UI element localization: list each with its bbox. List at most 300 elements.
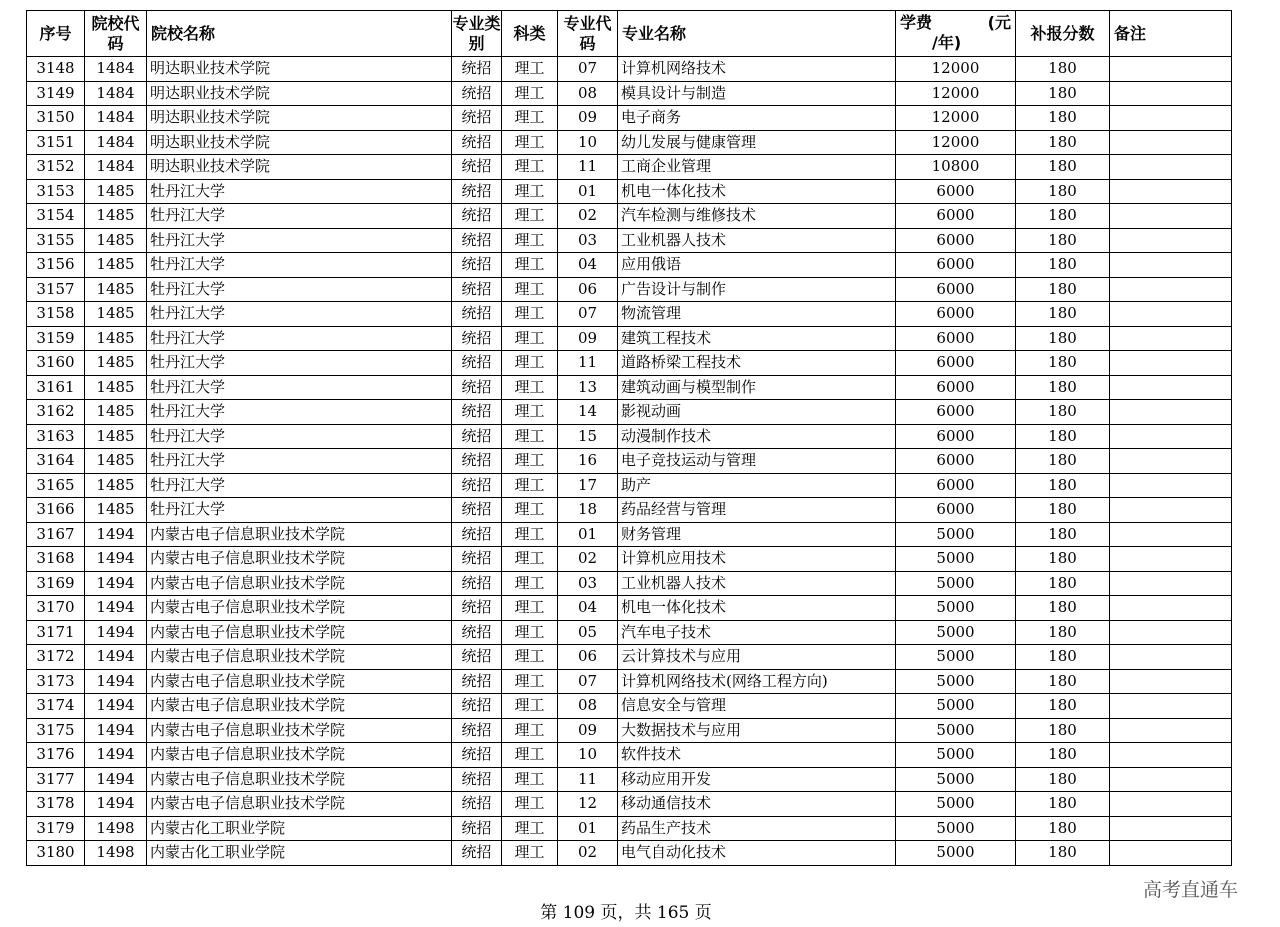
cell-tuition: 12000 [896,57,1016,82]
cell-major-type: 统招 [452,571,502,596]
cell-school-code: 1494 [85,522,147,547]
cell-major-name: 信息安全与管理 [618,694,896,719]
cell-major-code: 11 [558,767,618,792]
cell-score: 180 [1016,81,1110,106]
table-row [27,424,1232,449]
cell-notes [1110,743,1232,768]
cell-notes [1110,718,1232,743]
cell-score: 180 [1016,106,1110,131]
cell-score: 180 [1016,743,1110,768]
cell-notes [1110,326,1232,351]
cell-major-type: 统招 [452,473,502,498]
cell-major-name: 幼儿发展与健康管理 [618,130,896,155]
cell-major-type: 统招 [452,743,502,768]
cell-tuition: 6000 [896,375,1016,400]
cell-category: 理工 [502,351,558,376]
cell-school-name: 内蒙古化工职业学院 [147,841,452,866]
cell-category: 理工 [502,302,558,327]
cell-tuition: 12000 [896,130,1016,155]
cell-school-code: 1484 [85,57,147,82]
cell-major-code: 04 [558,253,618,278]
cell-score: 180 [1016,277,1110,302]
cell-school-code: 1484 [85,130,147,155]
cell-score: 180 [1016,547,1110,572]
cell-school-code: 1485 [85,228,147,253]
cell-school-name: 内蒙古电子信息职业技术学院 [147,645,452,670]
table-row [27,571,1232,596]
cell-major-type: 统招 [452,767,502,792]
cell-notes [1110,596,1232,621]
cell-school-name: 牡丹江大学 [147,449,452,474]
cell-major-name: 道路桥梁工程技术 [618,351,896,376]
cell-seq: 3161 [27,375,85,400]
cell-notes [1110,424,1232,449]
cell-seq: 3168 [27,547,85,572]
cell-major-code: 01 [558,179,618,204]
cell-major-code: 15 [558,424,618,449]
cell-score: 180 [1016,375,1110,400]
cell-category: 理工 [502,375,558,400]
cell-school-code: 1485 [85,277,147,302]
cell-notes [1110,204,1232,229]
cell-school-name: 牡丹江大学 [147,277,452,302]
cell-school-name: 内蒙古电子信息职业技术学院 [147,743,452,768]
cell-major-code: 10 [558,130,618,155]
header-major-type: 专业类别 [452,11,502,57]
cell-tuition: 5000 [896,694,1016,719]
cell-school-name: 内蒙古电子信息职业技术学院 [147,767,452,792]
cell-major-type: 统招 [452,400,502,425]
table-row [27,253,1232,278]
cell-notes [1110,571,1232,596]
cell-major-code: 08 [558,81,618,106]
table-row [27,792,1232,817]
cell-score: 180 [1016,522,1110,547]
cell-school-name: 内蒙古电子信息职业技术学院 [147,547,452,572]
cell-seq: 3166 [27,498,85,523]
cell-school-code: 1494 [85,571,147,596]
cell-major-code: 07 [558,57,618,82]
cell-category: 理工 [502,424,558,449]
cell-school-code: 1498 [85,841,147,866]
cell-major-name: 物流管理 [618,302,896,327]
cell-category: 理工 [502,498,558,523]
cell-notes [1110,669,1232,694]
cell-major-name: 工商企业管理 [618,155,896,180]
table-row [27,694,1232,719]
cell-seq: 3174 [27,694,85,719]
cell-major-name: 助产 [618,473,896,498]
cell-major-code: 01 [558,522,618,547]
cell-notes [1110,449,1232,474]
cell-school-code: 1485 [85,424,147,449]
cell-seq: 3167 [27,522,85,547]
table-row [27,498,1232,523]
cell-school-name: 内蒙古电子信息职业技术学院 [147,669,452,694]
cell-major-code: 11 [558,155,618,180]
cell-score: 180 [1016,400,1110,425]
cell-school-name: 牡丹江大学 [147,326,452,351]
cell-school-name: 明达职业技术学院 [147,130,452,155]
cell-school-code: 1494 [85,596,147,621]
cell-seq: 3155 [27,228,85,253]
cell-major-name: 动漫制作技术 [618,424,896,449]
cell-major-name: 大数据技术与应用 [618,718,896,743]
cell-seq: 3157 [27,277,85,302]
cell-major-code: 09 [558,718,618,743]
cell-school-name: 牡丹江大学 [147,424,452,449]
cell-tuition: 6000 [896,204,1016,229]
cell-notes [1110,522,1232,547]
header-tuition-unit: (元 [987,13,1011,32]
cell-category: 理工 [502,596,558,621]
cell-major-type: 统招 [452,57,502,82]
cell-major-type: 统招 [452,155,502,180]
cell-category: 理工 [502,841,558,866]
cell-major-type: 统招 [452,816,502,841]
cell-tuition: 5000 [896,767,1016,792]
table-row [27,473,1232,498]
cell-seq: 3175 [27,718,85,743]
cell-school-name: 内蒙古电子信息职业技术学院 [147,694,452,719]
cell-major-code: 01 [558,816,618,841]
cell-notes [1110,351,1232,376]
cell-category: 理工 [502,204,558,229]
header-score: 补报分数 [1016,11,1110,57]
cell-school-code: 1494 [85,645,147,670]
cell-school-code: 1494 [85,792,147,817]
cell-major-name: 药品经营与管理 [618,498,896,523]
cell-major-name: 云计算技术与应用 [618,645,896,670]
table-row [27,375,1232,400]
cell-major-type: 统招 [452,351,502,376]
cell-major-name: 影视动画 [618,400,896,425]
cell-notes [1110,81,1232,106]
cell-seq: 3180 [27,841,85,866]
cell-seq: 3152 [27,155,85,180]
cell-tuition: 6000 [896,473,1016,498]
cell-major-type: 统招 [452,669,502,694]
cell-school-name: 牡丹江大学 [147,228,452,253]
cell-school-code: 1485 [85,375,147,400]
cell-major-code: 13 [558,375,618,400]
cell-major-code: 08 [558,694,618,719]
cell-major-code: 10 [558,743,618,768]
cell-score: 180 [1016,326,1110,351]
cell-score: 180 [1016,792,1110,817]
cell-major-code: 03 [558,228,618,253]
table-row [27,669,1232,694]
table-row [27,302,1232,327]
cell-major-type: 统招 [452,106,502,131]
cell-school-name: 内蒙古电子信息职业技术学院 [147,522,452,547]
cell-score: 180 [1016,179,1110,204]
cell-school-code: 1484 [85,155,147,180]
cell-major-name: 广告设计与制作 [618,277,896,302]
cell-notes [1110,645,1232,670]
cell-major-name: 机电一体化技术 [618,596,896,621]
cell-seq: 3178 [27,792,85,817]
cell-category: 理工 [502,81,558,106]
cell-school-name: 内蒙古电子信息职业技术学院 [147,792,452,817]
cell-category: 理工 [502,106,558,131]
cell-seq: 3160 [27,351,85,376]
cell-seq: 3169 [27,571,85,596]
table-row [27,547,1232,572]
cell-major-code: 06 [558,645,618,670]
cell-tuition: 12000 [896,106,1016,131]
cell-score: 180 [1016,130,1110,155]
cell-school-code: 1485 [85,498,147,523]
cell-school-code: 1494 [85,620,147,645]
cell-school-code: 1494 [85,743,147,768]
cell-major-name: 工业机器人技术 [618,228,896,253]
cell-major-code: 14 [558,400,618,425]
cell-major-name: 计算机网络技术 [618,57,896,82]
header-row [27,11,1232,57]
table-row [27,767,1232,792]
cell-tuition: 6000 [896,498,1016,523]
admission-table [26,10,1232,866]
cell-score: 180 [1016,596,1110,621]
cell-category: 理工 [502,792,558,817]
cell-major-type: 统招 [452,81,502,106]
cell-major-code: 03 [558,571,618,596]
cell-major-name: 应用俄语 [618,253,896,278]
table-row [27,400,1232,425]
cell-score: 180 [1016,694,1110,719]
cell-school-name: 牡丹江大学 [147,498,452,523]
cell-school-name: 牡丹江大学 [147,351,452,376]
cell-major-type: 统招 [452,302,502,327]
cell-school-code: 1484 [85,106,147,131]
cell-school-name: 内蒙古电子信息职业技术学院 [147,596,452,621]
cell-tuition: 6000 [896,179,1016,204]
cell-school-name: 牡丹江大学 [147,302,452,327]
table-body [27,57,1232,866]
cell-seq: 3177 [27,767,85,792]
cell-category: 理工 [502,400,558,425]
cell-score: 180 [1016,841,1110,866]
cell-seq: 3163 [27,424,85,449]
cell-tuition: 5000 [896,522,1016,547]
cell-notes [1110,155,1232,180]
cell-major-name: 财务管理 [618,522,896,547]
table-row [27,816,1232,841]
cell-school-name: 牡丹江大学 [147,375,452,400]
cell-school-code: 1484 [85,81,147,106]
cell-seq: 3151 [27,130,85,155]
header-tuition-period: /年) [932,33,962,52]
cell-major-code: 02 [558,204,618,229]
cell-score: 180 [1016,816,1110,841]
header-major-name: 专业名称 [618,11,896,57]
cell-seq: 3179 [27,816,85,841]
cell-notes [1110,277,1232,302]
table-row [27,57,1232,82]
cell-score: 180 [1016,449,1110,474]
cell-school-name: 牡丹江大学 [147,179,452,204]
cell-major-code: 18 [558,498,618,523]
table-row [27,718,1232,743]
cell-school-code: 1485 [85,302,147,327]
cell-major-type: 统招 [452,694,502,719]
table-row [27,620,1232,645]
cell-score: 180 [1016,424,1110,449]
cell-major-name: 汽车检测与维修技术 [618,204,896,229]
cell-seq: 3149 [27,81,85,106]
page-footer: 第 109 页，共 165 页 [540,903,712,923]
cell-major-code: 07 [558,302,618,327]
cell-seq: 3176 [27,743,85,768]
cell-seq: 3172 [27,645,85,670]
cell-major-type: 统招 [452,792,502,817]
header-tuition [896,11,1016,57]
cell-notes [1110,473,1232,498]
cell-notes [1110,130,1232,155]
cell-major-code: 02 [558,841,618,866]
cell-school-code: 1485 [85,400,147,425]
table-row [27,522,1232,547]
cell-school-name: 牡丹江大学 [147,473,452,498]
cell-category: 理工 [502,767,558,792]
cell-score: 180 [1016,228,1110,253]
cell-notes [1110,841,1232,866]
cell-seq: 3153 [27,179,85,204]
cell-school-name: 内蒙古电子信息职业技术学院 [147,620,452,645]
cell-notes [1110,767,1232,792]
watermark: 高考直通车 [1143,879,1239,901]
cell-seq: 3164 [27,449,85,474]
cell-major-type: 统招 [452,498,502,523]
cell-major-type: 统招 [452,424,502,449]
cell-major-type: 统招 [452,375,502,400]
cell-major-type: 统招 [452,841,502,866]
cell-category: 理工 [502,228,558,253]
cell-school-code: 1485 [85,253,147,278]
cell-major-code: 07 [558,669,618,694]
cell-school-code: 1485 [85,473,147,498]
cell-score: 180 [1016,571,1110,596]
cell-tuition: 5000 [896,645,1016,670]
cell-tuition: 5000 [896,816,1016,841]
cell-seq: 3165 [27,473,85,498]
table-row [27,841,1232,866]
header-major-code: 专业代码 [558,11,618,57]
cell-notes [1110,106,1232,131]
cell-seq: 3158 [27,302,85,327]
cell-major-name: 软件技术 [618,743,896,768]
cell-major-code: 09 [558,326,618,351]
table-row [27,130,1232,155]
cell-score: 180 [1016,204,1110,229]
cell-major-name: 建筑动画与模型制作 [618,375,896,400]
cell-tuition: 5000 [896,669,1016,694]
cell-major-code: 17 [558,473,618,498]
cell-notes [1110,694,1232,719]
cell-seq: 3173 [27,669,85,694]
cell-seq: 3171 [27,620,85,645]
cell-school-name: 牡丹江大学 [147,253,452,278]
cell-tuition: 5000 [896,792,1016,817]
cell-major-code: 06 [558,277,618,302]
cell-seq: 3159 [27,326,85,351]
cell-notes [1110,179,1232,204]
table-row [27,449,1232,474]
cell-major-type: 统招 [452,253,502,278]
cell-notes [1110,498,1232,523]
cell-major-name: 工业机器人技术 [618,571,896,596]
cell-major-name: 电气自动化技术 [618,841,896,866]
cell-tuition: 6000 [896,424,1016,449]
cell-notes [1110,302,1232,327]
cell-tuition: 6000 [896,228,1016,253]
cell-seq: 3150 [27,106,85,131]
table-row [27,351,1232,376]
cell-school-code: 1485 [85,326,147,351]
cell-category: 理工 [502,277,558,302]
cell-seq: 3154 [27,204,85,229]
cell-major-code: 11 [558,351,618,376]
cell-major-type: 统招 [452,326,502,351]
cell-major-name: 模具设计与制造 [618,81,896,106]
cell-category: 理工 [502,449,558,474]
cell-seq: 3162 [27,400,85,425]
cell-school-code: 1485 [85,179,147,204]
cell-seq: 3148 [27,57,85,82]
cell-category: 理工 [502,522,558,547]
header-seq: 序号 [27,11,85,57]
header-tuition-label: 学费 [900,13,933,32]
table-row [27,106,1232,131]
cell-major-name: 机电一体化技术 [618,179,896,204]
cell-major-type: 统招 [452,718,502,743]
cell-score: 180 [1016,351,1110,376]
cell-school-name: 内蒙古电子信息职业技术学院 [147,571,452,596]
cell-school-name: 明达职业技术学院 [147,106,452,131]
cell-category: 理工 [502,253,558,278]
cell-tuition: 10800 [896,155,1016,180]
cell-school-code: 1485 [85,351,147,376]
cell-tuition: 5000 [896,841,1016,866]
cell-score: 180 [1016,253,1110,278]
cell-major-name: 汽车电子技术 [618,620,896,645]
cell-score: 180 [1016,620,1110,645]
table-row [27,277,1232,302]
cell-major-type: 统招 [452,645,502,670]
table-row [27,81,1232,106]
cell-tuition: 12000 [896,81,1016,106]
cell-major-type: 统招 [452,522,502,547]
cell-notes [1110,253,1232,278]
cell-major-type: 统招 [452,204,502,229]
cell-major-name: 计算机应用技术 [618,547,896,572]
cell-category: 理工 [502,130,558,155]
cell-score: 180 [1016,57,1110,82]
table-row [27,228,1232,253]
cell-notes [1110,547,1232,572]
cell-category: 理工 [502,620,558,645]
cell-tuition: 5000 [896,718,1016,743]
cell-major-code: 09 [558,106,618,131]
cell-major-type: 统招 [452,179,502,204]
cell-tuition: 6000 [896,326,1016,351]
cell-score: 180 [1016,302,1110,327]
cell-score: 180 [1016,498,1110,523]
cell-major-type: 统招 [452,228,502,253]
cell-school-code: 1498 [85,816,147,841]
header-notes: 备注 [1110,11,1232,57]
